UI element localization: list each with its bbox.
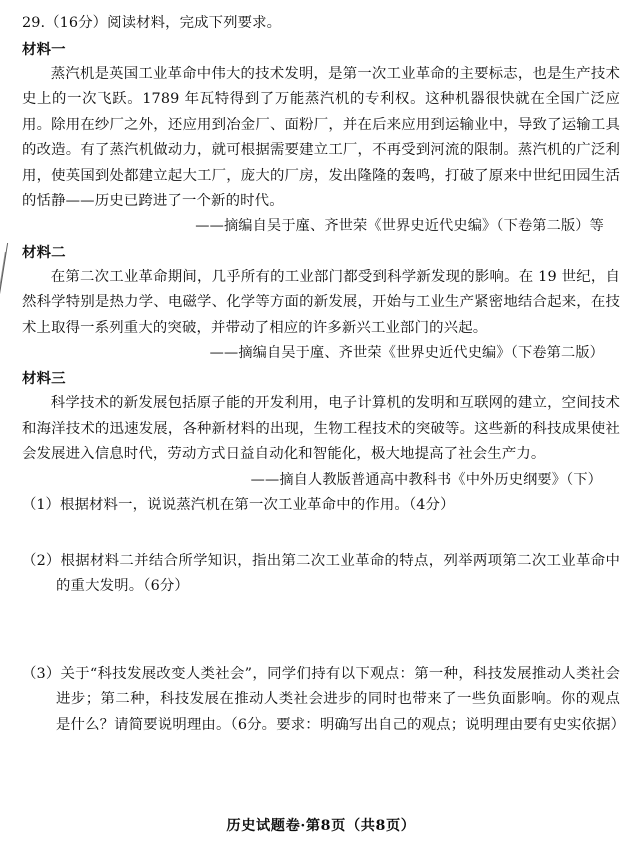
scan-artifact-mark <box>0 243 15 295</box>
answer-space-2 <box>22 600 620 662</box>
material-label-two: 材料二 <box>22 243 66 261</box>
material-label-three: 材料三 <box>22 370 66 388</box>
material-body-three: 科学技术的新发展包括原子能的开发利用，电子计算机的发明和互联网的建立，空间技术和海洋技术的迅速发展，各种新材料的出现，生物工程技术的突破等。这些新的科技成果使社会发展进入信息时代，劳动方式日益自动化和智能化，极大地提高了社会生产力。 <box>22 395 620 463</box>
answer-space-1 <box>22 519 620 549</box>
material-attribution-two: ——摘编自吴于廑、齐世荣《世界史近代史编》（下卷第二版） <box>209 345 604 362</box>
question-number-heading: 29.（16分）阅读材料，完成下列要求。 <box>22 15 282 31</box>
material-attribution-three: ——摘自人教版普通高中教科书《中外历史纲要》（下） <box>250 471 602 488</box>
sub-question-3 <box>22 662 626 739</box>
material-body-two: 在第二次工业革命期间，几乎所有的工业部门都受到科学新发现的影响。在 19 世纪，自然科学特别是热力学、电磁学、化学等方面的新发展，开始与工业生产紧密地结合起来，在技术上取得一系列重大的突破，并带动了相应的许多新兴工业部门的兴起。 <box>22 268 620 336</box>
material-attribution-one: ——摘编自吴于廑、齐世荣《世界史近代史编》（下卷第二版）等 <box>195 218 604 235</box>
page-footer: 历史试题卷·第8页（共8页） <box>226 818 416 834</box>
sub-question-3-text: 关于“科技发展改变人类社会”，同学们持有以下观点：第一种，科技发展推动人类社会进步；第二种，科技发展在推动人类社会进步的同时也带来了一些负面影响。你的观点是什么？请简要说明理由。（6分。要求：明确写出自己的观点；说明理由要有史实依据） <box>56 665 626 734</box>
sub-question-3-number: （3） <box>22 665 61 682</box>
sub-question-1 <box>22 493 620 519</box>
sub-question-1-number: （1） <box>22 497 60 514</box>
sub-question-2 <box>22 549 620 600</box>
material-body-one: 蒸汽机是英国工业革命中伟大的技术发明，是第一次工业革命的主要标志，也是生产技术史上的一次飞跃。1789 年瓦特得到了万能蒸汽机的专利权。这种机器很快就在全国广泛应用。除用在纱厂之外，还应用到冶金厂、面粉厂，并在后来应用到运输业中，导致了运输工具的改造。有了蒸汽机做动力，就可根据需要建立工厂，不再受到河流的限制。蒸汽机的广泛利用，使英国到处都建立起大工厂，庞大的厂房，发出隆隆的轰鸣，打破了原来中世纪田园生活的恬静——历史已跨进了一个新的时代。 <box>22 66 620 210</box>
sub-question-2-text: 根据材料二并结合所学知识，指出第二次工业革命的特点，列举两项第二次工业革命中的重大发明。（6分） <box>56 552 621 595</box>
scan-artifact-mark-secondary <box>0 252 13 288</box>
sub-question-1-text: 根据材料一，说说蒸汽机在第一次工业革命中的作用。（4分） <box>59 497 455 514</box>
material-label-one: 材料一 <box>22 41 66 58</box>
sub-question-2-number: （2） <box>22 552 61 569</box>
